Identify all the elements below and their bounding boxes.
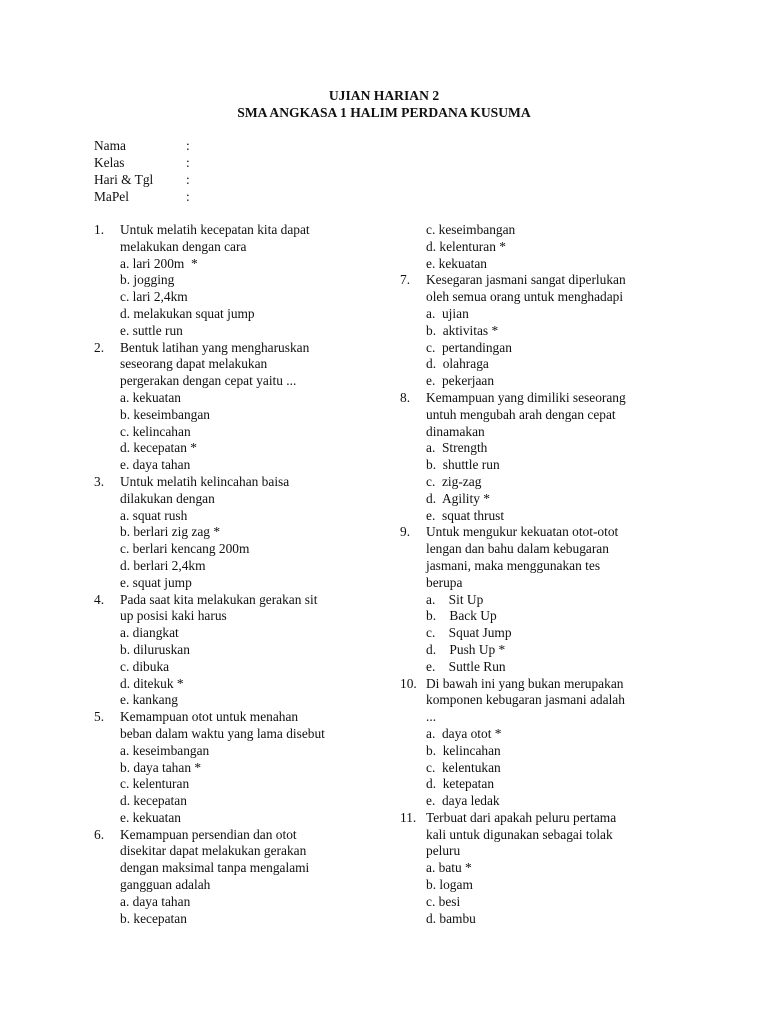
answer-option: d. bambu <box>426 910 476 926</box>
answer-option: c. berlari kencang 200m <box>120 541 250 557</box>
question-text-line: komponen kebugaran jasmani adalah <box>426 692 625 708</box>
answer-option: e. suttle run <box>120 322 183 338</box>
question-item <box>400 810 700 928</box>
answer-option: e. squat thrust <box>426 507 505 523</box>
answer-option: c. Squat Jump <box>426 625 512 641</box>
field-mapel <box>94 189 294 206</box>
field-label: MaPel <box>94 189 129 204</box>
question-item <box>400 272 700 390</box>
field-label: Hari & Tgl <box>94 172 154 187</box>
field-nama <box>94 138 294 155</box>
question-text-line: Untuk melatih kelincahan baisa <box>120 473 290 489</box>
answer-option: e. squat jump <box>120 574 192 590</box>
answer-option: a. keseimbangan <box>120 742 210 758</box>
field-kelas <box>94 155 294 172</box>
answer-option: c. besi <box>426 893 461 909</box>
field-colon: : <box>186 172 190 187</box>
question-number: 9. <box>400 524 411 540</box>
field-colon: : <box>186 189 190 204</box>
question-text-line: disekitar dapat melakukan gerakan <box>120 843 307 859</box>
question-text-line: dengan maksimal tanpa mengalami <box>120 860 310 876</box>
question-text-line: berupa <box>426 574 463 590</box>
question-number: 2. <box>94 339 105 355</box>
answer-option: b. berlari zig zag * <box>120 524 221 540</box>
question-text-line: Untuk melatih kecepatan kita dapat <box>120 222 310 237</box>
question-text-line: oleh semua orang untuk menghadapi <box>426 289 624 305</box>
question-text-line: melakukan dengan cara <box>120 238 247 254</box>
question-text-line: up posisi kaki harus <box>120 608 227 624</box>
answer-option: b. kecepatan <box>120 910 187 926</box>
question-item <box>400 390 700 524</box>
question-item <box>94 222 374 340</box>
answer-option: b. aktivitas * <box>426 322 499 338</box>
questions-left-column <box>94 222 374 927</box>
answer-option: b. logam <box>426 877 473 893</box>
question-number: 11. <box>400 809 417 825</box>
answer-option: d. melakukan squat jump <box>120 305 255 321</box>
answer-option: d. ketepatan <box>426 776 495 792</box>
field-hari-tgl <box>94 172 294 189</box>
school-name: SMA ANGKASA 1 HALIM PERDANA KUSUMA <box>237 105 531 120</box>
answer-option: c. keseimbangan <box>426 222 516 237</box>
answer-option: b. keseimbangan <box>120 406 210 422</box>
field-label: Nama <box>94 138 126 153</box>
question-text-line: untuh mengubah arah dengan cepat <box>426 406 616 422</box>
answer-option: e. kekuatan <box>120 809 181 825</box>
answer-option: e. daya ledak <box>426 793 500 809</box>
answer-option: c. pertandingan <box>426 339 512 355</box>
question-number: 5. <box>94 709 105 725</box>
question-item <box>94 340 374 474</box>
answer-option: d. kelenturan * <box>426 238 506 254</box>
answer-option: e. kekuatan <box>426 255 487 271</box>
question-text-line: Pada saat kita melakukan gerakan sit <box>120 591 318 607</box>
question-text-line: Kesegaran jasmani sangat diperlukan <box>426 272 626 288</box>
question-item <box>94 827 374 928</box>
question-number: 4. <box>94 591 105 607</box>
question-text-line: dilakukan dengan <box>120 490 215 506</box>
student-info-fields <box>94 138 294 206</box>
answer-option: e. pekerjaan <box>426 373 495 389</box>
question-number: 10. <box>400 675 417 691</box>
answer-option: a. Strength <box>426 440 488 456</box>
answer-option: d. Agility * <box>426 490 490 506</box>
answer-option: a. ujian <box>426 305 469 321</box>
answer-option: d. kecepatan <box>120 793 187 809</box>
answer-option: c. lari 2,4km <box>120 289 188 305</box>
answer-option: a. daya otot * <box>426 725 502 741</box>
question-text-line: ... <box>426 709 437 725</box>
question-text-line: dinamakan <box>426 423 485 439</box>
question-text-line: jasmani, maka menggunakan tes <box>426 557 601 573</box>
question-number: 6. <box>94 826 105 842</box>
question-text-line: lengan dan bahu dalam kebugaran <box>426 541 609 557</box>
answer-option: a. lari 200m * <box>120 255 198 271</box>
question-item <box>400 222 700 272</box>
question-item <box>400 524 700 675</box>
answer-option: c. kelenturan <box>120 776 190 792</box>
field-label: Kelas <box>94 155 125 170</box>
question-text-line: Di bawah ini yang bukan merupakan <box>426 675 624 691</box>
question-text-line: seseorang dapat melakukan <box>120 356 268 372</box>
answer-option: e. Suttle Run <box>426 658 506 674</box>
question-text-line: Untuk mengukur kekuatan otot-otot <box>426 524 619 540</box>
answer-option: a. daya tahan <box>120 893 191 909</box>
questions-right-column <box>400 222 700 927</box>
question-text-line: kali untuk digunakan sebagai tolak <box>426 826 613 842</box>
question-text-line: gangguan adalah <box>120 877 211 893</box>
question-text-line: pergerakan dengan cepat yaitu ... <box>120 373 297 389</box>
answer-option: d. Push Up * <box>426 641 506 657</box>
answer-option: a. diangkat <box>120 625 179 641</box>
question-text-line: Terbuat dari apakah peluru pertama <box>426 809 617 825</box>
answer-option: a. kekuatan <box>120 389 181 405</box>
answer-option: a. squat rush <box>120 507 188 523</box>
question-text-line: Kemampuan persendian dan otot <box>120 826 297 842</box>
answer-option: a. Sit Up <box>426 591 484 607</box>
answer-option: b. Back Up <box>426 608 497 624</box>
question-text-line: beban dalam waktu yang lama disebut <box>120 725 325 741</box>
question-text-line: Kemampuan otot untuk menahan <box>120 709 299 725</box>
answer-option: b. kelincahan <box>426 742 501 758</box>
field-colon: : <box>186 138 190 153</box>
answer-option: d. olahraga <box>426 356 489 372</box>
question-item <box>94 592 374 710</box>
question-text-line: peluru <box>426 843 461 859</box>
question-text-line: Kemampuan yang dimiliki seseorang <box>426 389 626 405</box>
answer-option: b. diluruskan <box>120 641 190 657</box>
answer-option: d. ditekuk * <box>120 675 184 691</box>
answer-option: c. zig-zag <box>426 473 482 489</box>
answer-option: b. daya tahan * <box>120 759 202 775</box>
question-number: 1. <box>94 222 105 237</box>
question-text-line: Bentuk latihan yang mengharuskan <box>120 339 310 355</box>
answer-option: b. shuttle run <box>426 457 500 473</box>
question-number: 8. <box>400 389 411 405</box>
question-number: 7. <box>400 272 411 288</box>
exam-title: UJIAN HARIAN 2 <box>328 88 440 103</box>
answer-option: d. kecepatan * <box>120 440 197 456</box>
question-item <box>94 709 374 827</box>
answer-option: a. batu * <box>426 860 472 876</box>
question-item <box>94 474 374 592</box>
answer-option: c. dibuka <box>120 658 170 674</box>
answer-option: e. kankang <box>120 692 179 708</box>
answer-option: d. berlari 2,4km <box>120 557 206 573</box>
answer-option: c. kelentukan <box>426 759 501 775</box>
question-number: 3. <box>94 473 105 489</box>
field-colon: : <box>186 155 190 170</box>
answer-option: b. jogging <box>120 272 175 288</box>
question-item <box>400 676 700 810</box>
answer-option: c. kelincahan <box>120 423 191 439</box>
answer-option: e. daya tahan <box>120 457 191 473</box>
